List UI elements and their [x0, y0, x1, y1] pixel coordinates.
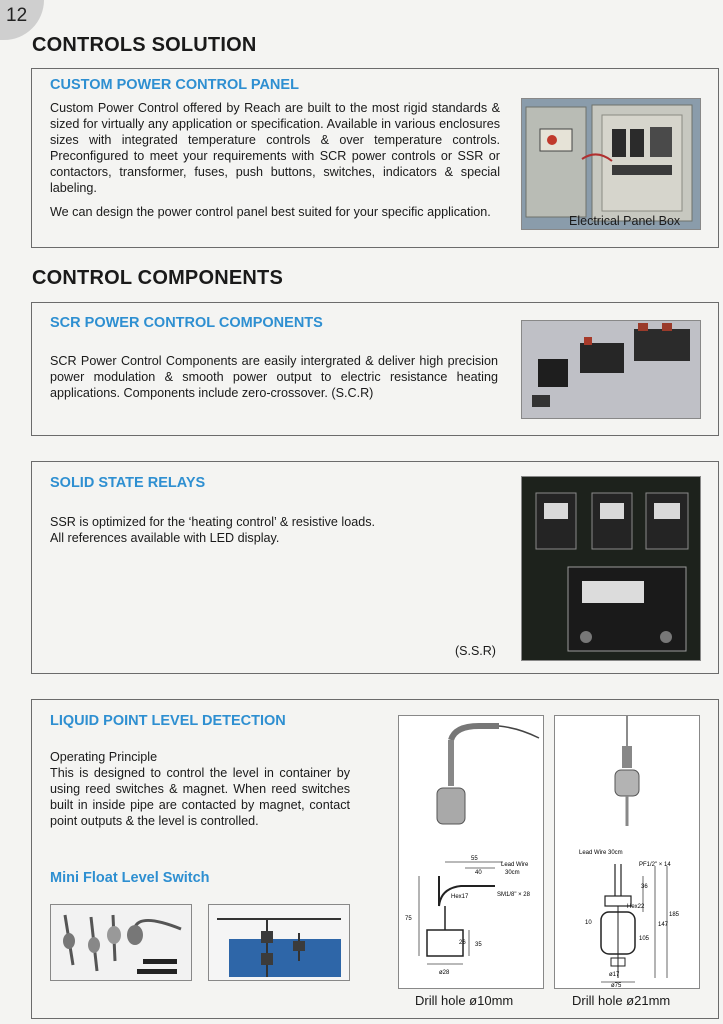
- custom-power-panel-paragraph1: Custom Power Control offered by Reach are built to the most rigid standards & sized for virtually any application or specification. Available in various enclosures sizes with integrated temperature controls & over temperature controls. Preconfigured to meet your requirements with SCR power controls or SSR or contactors, transformer, fuses, push buttons, switches, indicators & special labeling.: [50, 101, 500, 195]
- electrical-panel-caption: Electrical Panel Box: [569, 214, 681, 228]
- float-switch-diagram-2: [554, 715, 700, 989]
- mini-float-title: Mini Float Level Switch: [50, 870, 210, 886]
- diagram2-hex: Hex22: [627, 904, 645, 910]
- mini-float-switches-photo: [50, 904, 192, 981]
- diagram2-dim-17: ø17: [609, 972, 620, 978]
- ssr-label: (S.S.R): [455, 644, 496, 658]
- float-switch-diagram-1: [398, 715, 544, 989]
- operating-principle-title: Operating Principle: [50, 750, 158, 764]
- level-detection-section: [31, 699, 719, 1019]
- diagram2-dim-105: 105: [639, 936, 650, 942]
- diagram2-dim-36: 36: [641, 884, 648, 890]
- diagram1-lead-length: 30cm: [505, 870, 520, 876]
- diagram2-dim-75: ø75: [611, 983, 622, 988]
- diagram1-dim-75: 75: [405, 916, 412, 922]
- ssr-relays-photo: [521, 476, 701, 661]
- ssr-title: SOLID STATE RELAYS: [50, 475, 206, 491]
- diagram2-lead-wire: Lead Wire 30cm: [579, 850, 623, 856]
- diagram2-caption: Drill hole ø21mm: [572, 993, 671, 1008]
- scr-title: SCR POWER CONTROL COMPONENTS: [50, 315, 323, 331]
- diagram1-dim-26: 26: [459, 940, 466, 946]
- electrical-panel-photo: [521, 98, 701, 230]
- scr-components-photo: [521, 320, 701, 419]
- diagram1-dim-35: 35: [475, 942, 482, 948]
- controls-solution-heading: CONTROLS SOLUTION: [32, 34, 257, 56]
- page-number: 12: [6, 5, 28, 26]
- float-tank-illustration: [208, 904, 350, 981]
- diagram2-dim-185: 185: [669, 912, 680, 918]
- diagram2-dim-147: 147: [658, 922, 669, 928]
- diagram2-dim-10: 10: [585, 920, 592, 926]
- scr-section: [31, 302, 719, 436]
- diagram1-lead-wire: Lead Wire: [501, 862, 529, 868]
- diagram2-thread: PF1/2" × 14: [639, 862, 671, 868]
- diagram1-hex: Hex17: [451, 894, 469, 900]
- custom-power-panel-title: CUSTOM POWER CONTROL PANEL: [50, 77, 299, 93]
- diagram1-thread: SM1/8" × 28: [497, 892, 530, 898]
- diagram1-caption: Drill hole ø10mm: [415, 993, 514, 1008]
- diagram1-dim-28: ø28: [439, 970, 450, 976]
- custom-power-panel-section: [31, 68, 719, 248]
- control-components-heading: CONTROL COMPONENTS: [32, 267, 284, 289]
- scr-paragraph: SCR Power Control Components are easily intergrated & deliver high precision power modulation & smooth power output to electric resistance heating applications. Components include zero-crossover. (S.C.R): [50, 354, 498, 400]
- diagram1-dim-55: 55: [471, 856, 478, 862]
- operating-principle-text: This is designed to control the level in container by using reed switches & magnet. When reed switches built in inside pipe are contacted by magnet, contact point outputs & the level is controlled.: [50, 766, 350, 828]
- ssr-line1: SSR is optimized for the ‘heating control’ & resistive loads.: [50, 515, 376, 529]
- ssr-section: [31, 461, 719, 674]
- ssr-line2: All references available with LED display.: [50, 531, 280, 545]
- custom-power-panel-paragraph2: We can design the power control panel best suited for your specific application.: [50, 205, 491, 219]
- diagram1-dim-40: 40: [475, 870, 482, 876]
- level-detection-title: LIQUID POINT LEVEL DETECTION: [50, 713, 286, 729]
